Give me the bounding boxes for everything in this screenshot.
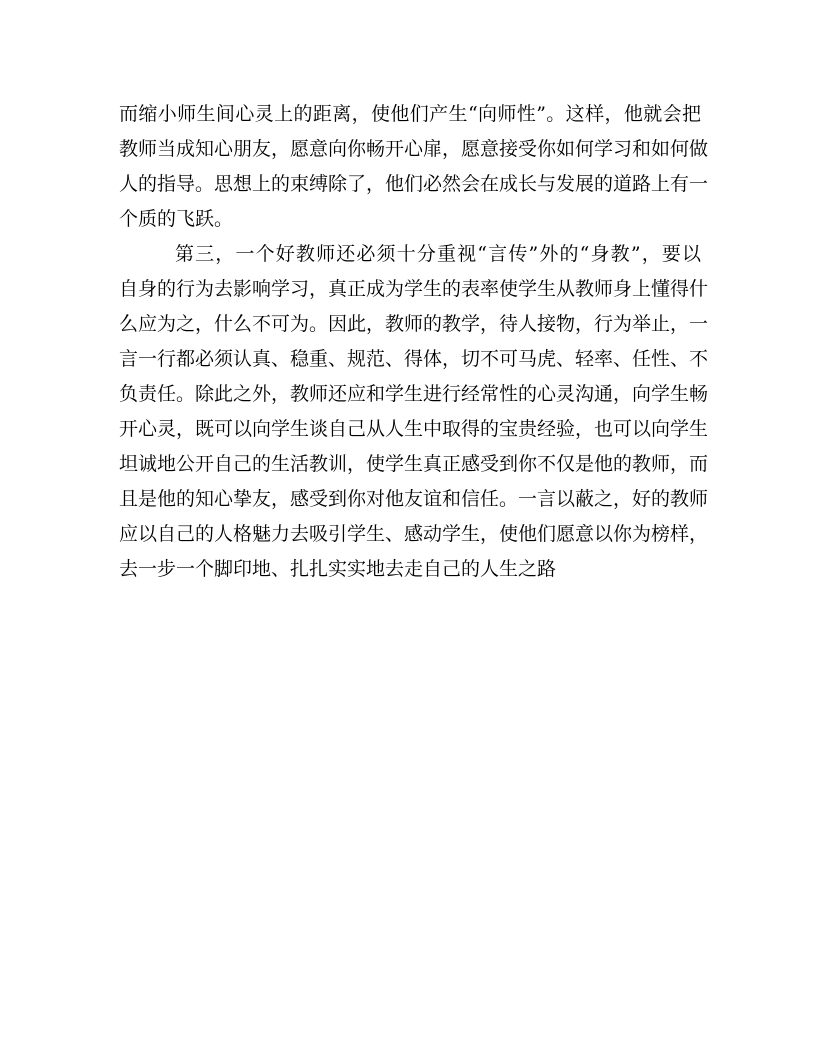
text-line: 坦诚地公开自己的生活教训，使学生真正感受到你不仅是他的教师，而 (119, 453, 709, 475)
text-line: 教师当成知心朋友，愿意向你畅开心扉，愿意接受你如何学习和如何做 (119, 138, 709, 160)
body-text (119, 97, 709, 587)
text-line: 人的指导。思想上的束缚除了，他们必然会在成长与发展的道路上有一 (119, 173, 709, 195)
paragraph-2 (119, 237, 709, 587)
text-line: 言一行都必须认真、稳重、规范、得体，切不可马虎、轻率、任性、不 (119, 348, 709, 370)
paragraph-1 (119, 97, 709, 237)
text-line: 去一步一个脚印地、扎扎实实地去走自己的人生之路 (119, 558, 557, 580)
text-line: 么应为之，什么不可为。因此，教师的教学，待人接物，行为举止，一 (119, 313, 709, 335)
text-line: 且是他的知心挚友，感受到你对他友谊和信任。一言以蔽之，好的教师 (119, 488, 709, 510)
text-line: 开心灵，既可以向学生谈自己从人生中取得的宝贵经验，也可以向学生 (119, 418, 709, 440)
text-line: 而缩小师生间心灵上的距离，使他们产生“向师性”。这样，他就会把 (119, 103, 701, 125)
text-line: 应以自己的人格魅力去吸引学生、感动学生，使他们愿意以你为榜样， (119, 523, 709, 545)
text-line: 第三，一个好教师还必须十分重视“言传”外的“身教”，要以 (175, 243, 701, 265)
text-line: 自身的行为去影响学习，真正成为学生的表率使学生从教师身上懂得什 (119, 278, 709, 300)
text-line: 负责任。除此之外，教师还应和学生进行经常性的心灵沟通，向学生畅 (119, 383, 709, 405)
text-line: 个质的飞跃。 (119, 208, 234, 230)
